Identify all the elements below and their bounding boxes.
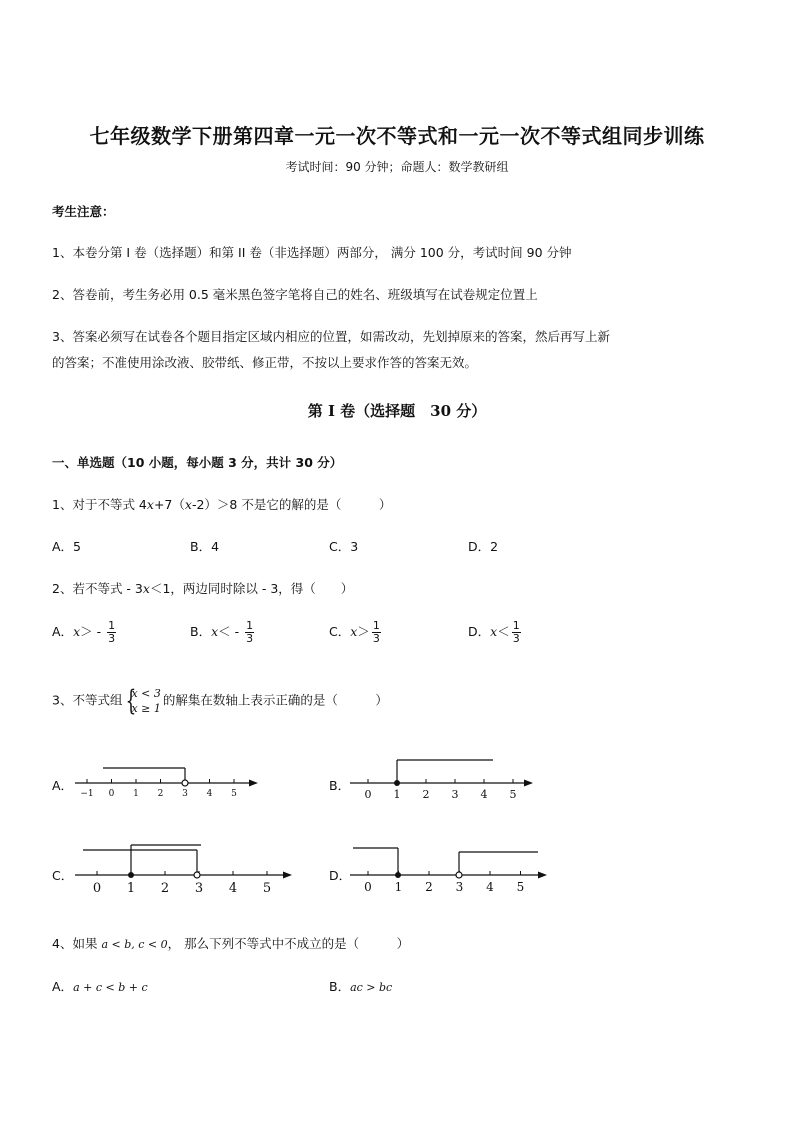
tick-label: 4 xyxy=(206,789,213,799)
q2-var-x: x xyxy=(142,581,150,596)
page-title: 七年级数学下册第四章一元一次不等式和一元一次不等式组同步训练 xyxy=(89,124,705,148)
q4-option-b[interactable] xyxy=(329,977,392,995)
notice-heading: 考生注意： xyxy=(52,204,115,219)
axis-arrow xyxy=(283,872,292,879)
q2-a-frac xyxy=(107,620,116,645)
tick-label: 3 xyxy=(451,788,459,801)
frac-num: 1 xyxy=(246,619,254,632)
tick-label: 1 xyxy=(126,881,136,896)
tick-label: 2 xyxy=(160,881,170,896)
tick-label: 5 xyxy=(516,880,525,894)
q2-option-d[interactable] xyxy=(468,620,521,645)
number-line-d[interactable] xyxy=(345,838,550,898)
q4-b-expr: ac > bc xyxy=(350,981,393,994)
tick-label: 2 xyxy=(157,789,164,799)
exam-info: 考试时间：90 分钟；命题人：数学教研组 xyxy=(285,160,509,174)
question-2 xyxy=(52,579,353,597)
q2-option-a[interactable] xyxy=(52,620,116,645)
q2-b-frac xyxy=(245,620,254,645)
system-line-1: { x < 3 xyxy=(131,687,161,700)
q3-stem-b: 的解集在数轴上表示正确的是（ ） xyxy=(162,692,388,708)
q2-c-frac xyxy=(372,620,381,645)
system-line-2: x ≥ 1 xyxy=(131,702,161,715)
q1-option-b[interactable]: B．4 xyxy=(190,539,220,554)
q2-option-c[interactable] xyxy=(329,620,381,645)
q2-stem-b: ＜1，两边同时除以 - 3，得（ ） xyxy=(149,581,354,596)
q4-stem-a: 4、如果 xyxy=(52,936,102,951)
tick-label: −1 xyxy=(80,789,94,799)
notice-item-1: 1、本卷分第 I 卷（选择题）和第 II 卷（非选择题）两部分， 满分 100 分，考试时间 90 分钟 xyxy=(52,245,572,260)
frac-num: 1 xyxy=(108,619,116,632)
q1-option-d[interactable]: D．2 xyxy=(468,539,499,554)
q1-option-c[interactable]: C．3 xyxy=(329,539,359,554)
q1-stem-b: +7（ xyxy=(153,497,185,512)
notice-item-3: 3、答案必须写在试卷各个题目指定区域内相应的位置，如需改动，先划掉原来的答案，然后再写上新 xyxy=(52,329,610,344)
tick-label: 3 xyxy=(182,789,188,799)
number-line-b[interactable] xyxy=(345,752,535,802)
q3-option-b-label[interactable]: B． xyxy=(329,778,351,793)
q1-var-x: x xyxy=(146,497,154,512)
frac-den: 3 xyxy=(512,632,520,645)
notice-item-3-cont: 的答案；不准使用涂改液、胶带纸、修正带，不按以上要求作答的答案无效。 xyxy=(52,355,478,370)
q3-stem-a: 3、不等式组 xyxy=(52,692,123,708)
inequality-system xyxy=(124,686,160,716)
closed-point-1 xyxy=(394,780,400,786)
tick-label: 4 xyxy=(228,881,238,896)
q2-b-label: B． xyxy=(190,624,212,639)
q2-d-label: D． xyxy=(468,624,491,639)
tick-label: 0 xyxy=(108,789,115,799)
tick-label: 4 xyxy=(480,788,488,801)
tick-label: 2 xyxy=(422,788,430,801)
part-heading: 一、单选题（10 小题，每小题 3 分，共计 30 分） xyxy=(52,455,343,470)
q4-option-a[interactable] xyxy=(52,977,148,995)
q2-a-rel: ＞ - xyxy=(80,624,106,639)
open-point-3 xyxy=(456,872,462,878)
tick-label: 2 xyxy=(425,880,433,894)
open-point-3 xyxy=(182,780,188,786)
q4-a-expr: a + c < b + c xyxy=(73,981,148,994)
q2-b-rel: ＜ - xyxy=(218,624,244,639)
q2-option-b[interactable] xyxy=(190,620,254,645)
q3-option-d-label[interactable]: D． xyxy=(329,868,352,883)
tick-label: 1 xyxy=(394,880,403,894)
q2-c-rel: ＞ xyxy=(357,624,370,639)
q2-d-x: x xyxy=(490,624,498,639)
frac-num: 1 xyxy=(372,619,380,632)
tick-label: 1 xyxy=(133,789,139,799)
question-4 xyxy=(52,934,409,952)
axis-arrow xyxy=(249,780,258,787)
frac-den: 3 xyxy=(246,632,254,645)
closed-point-1 xyxy=(128,872,134,878)
tick-label: 0 xyxy=(92,881,102,896)
q2-a-label: A． xyxy=(52,624,74,639)
tick-label: 5 xyxy=(262,881,272,896)
q2-d-frac xyxy=(512,620,521,645)
q2-b-x: x xyxy=(211,624,219,639)
q1-var-x2: x xyxy=(184,497,192,512)
tick-label: 0 xyxy=(364,880,372,894)
tick-label: 5 xyxy=(509,788,517,801)
q4-b-label: B． xyxy=(329,979,351,994)
section-title: 第 I 卷（选择题 30 分） xyxy=(307,402,487,420)
tick-label: 1 xyxy=(393,788,401,801)
question-1 xyxy=(52,495,391,513)
q3-option-c-label[interactable]: C． xyxy=(52,868,74,883)
q1-stem-a: 1、对于不等式 4 xyxy=(52,497,147,512)
frac-num: 1 xyxy=(512,619,520,632)
axis-arrow xyxy=(524,780,533,787)
q4-stem-b: ， 那么下列不等式中不成立的是（ ） xyxy=(167,936,410,951)
tick-label: 3 xyxy=(194,881,204,896)
frac-den: 3 xyxy=(108,632,116,645)
closed-point-1 xyxy=(395,872,401,878)
axis-arrow xyxy=(538,872,547,879)
tick-label: 3 xyxy=(455,880,464,894)
q4-a-label: A． xyxy=(52,979,74,994)
question-3 xyxy=(52,686,388,716)
q3-option-a-label[interactable]: A． xyxy=(52,778,74,793)
q2-c-label: C． xyxy=(329,624,351,639)
tick-label: 5 xyxy=(231,789,237,799)
q1-stem-c: -2）＞8 不是它的解的是（ ） xyxy=(191,497,392,512)
q1-option-a[interactable]: A．5 xyxy=(52,539,82,554)
tick-label: 0 xyxy=(364,788,372,801)
frac-den: 3 xyxy=(372,632,380,645)
q2-stem-a: 2、若不等式 - 3 xyxy=(52,581,143,596)
notice-item-2: 2、答卷前，考生务必用 0.5 毫米黑色签字笔将自己的姓名、班级填写在试卷规定位置上 xyxy=(52,287,538,302)
q2-c-x: x xyxy=(350,624,358,639)
number-line-c[interactable] xyxy=(70,838,295,898)
q2-a-x: x xyxy=(73,624,81,639)
number-line-a[interactable] xyxy=(70,760,260,805)
q2-d-rel: ＜ xyxy=(497,624,510,639)
tick-label: 4 xyxy=(486,880,494,894)
open-point-3 xyxy=(194,872,200,878)
q4-condition: a < b, c < 0 xyxy=(101,938,168,951)
